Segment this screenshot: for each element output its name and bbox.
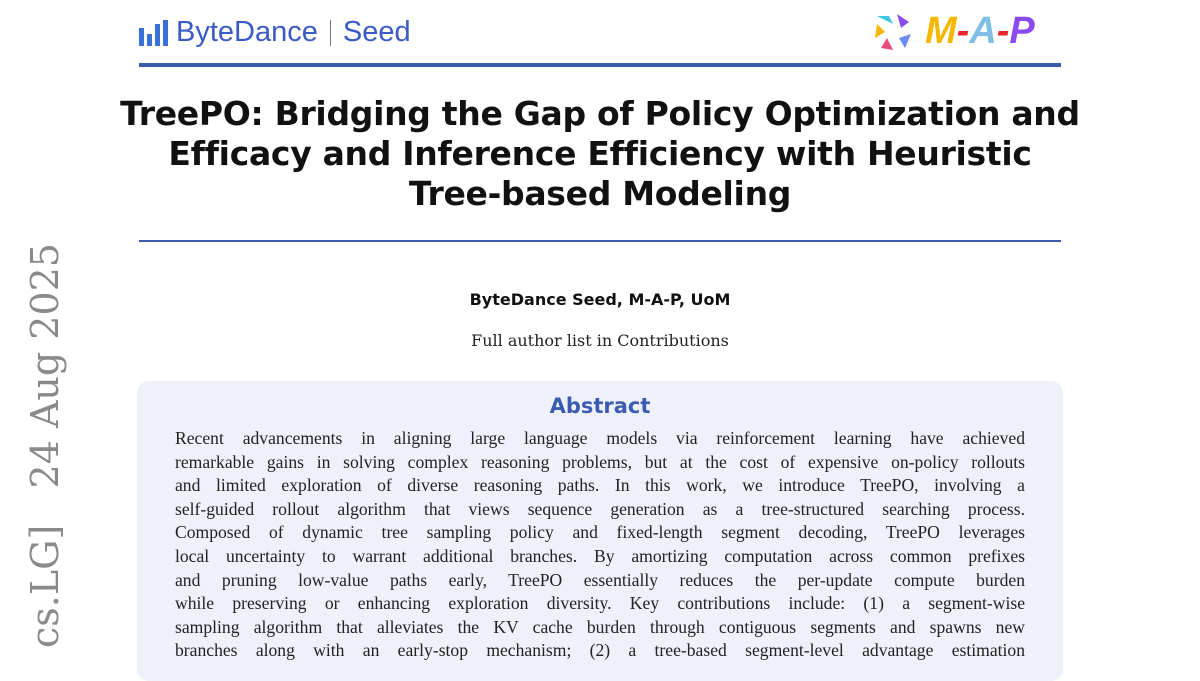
- map-m: M: [925, 10, 957, 52]
- map-a: A: [969, 10, 997, 52]
- abstract-body: [175, 427, 1025, 663]
- abstract-line: and pruning low-value paths early, TreePO essentially reduces the per-update compute burden: [175, 569, 1025, 590]
- contributions-note: Full author list in Contributions: [471, 331, 729, 350]
- abstract-line: and limited exploration of diverse reasoning paths. In this work, we introduce TreePO, involving a: [175, 475, 1025, 496]
- map-star-icon: [873, 12, 913, 52]
- authors: ByteDance Seed, M-A-P, UoM: [469, 290, 731, 309]
- map-logo: [873, 10, 1035, 53]
- bytedance-wordmark: ByteDance: [176, 16, 318, 48]
- abstract-heading: Abstract: [549, 394, 651, 418]
- title-line: Efficacy and Inference Efficiency with Heuristic: [168, 134, 1032, 173]
- abstract-line: self-guided rollout algorithm that views sequence generation as a tree-structured searching process.: [175, 498, 1025, 519]
- abstract-box: [137, 381, 1063, 681]
- paper-title: [100, 94, 1100, 214]
- abstract-line: sampling algorithm that alleviates the KV cache burden through contiguous segments and spawns new: [175, 616, 1025, 637]
- abstract-line: while preserving or enhancing exploration diversity. Key contributions include: (1) a segment-wise: [175, 593, 1025, 614]
- abstract-line: local uncertainty to warrant additional branches. By amortizing computation across common prefixes: [175, 545, 1025, 566]
- abstract-line: branches along with an early-stop mechanism; (2) a tree-based segment-level advantage estimation: [175, 640, 1025, 661]
- logo-divider: [330, 20, 331, 46]
- header-rule: [139, 63, 1061, 67]
- title-line: TreePO: Bridging the Gap of Policy Optimization and: [120, 94, 1080, 133]
- seed-wordmark: Seed: [342, 16, 411, 48]
- map-dash: -: [956, 10, 970, 52]
- bytedance-bars-icon: [139, 20, 168, 46]
- abstract-line: Composed of dynamic tree sampling policy and fixed-length segment decoding, TreePO leverages: [175, 522, 1025, 543]
- abstract-line: Recent advancements in aligning large language models via reinforcement learning have achieved: [175, 428, 1025, 448]
- abstract-line: remarkable gains in solving complex reasoning problems, but at the cost of expensive on-policy rollouts: [175, 451, 1025, 472]
- map-dash: -: [996, 10, 1010, 52]
- title-line: Tree-based Modeling: [408, 174, 792, 213]
- arxiv-stamp: cs.LG] 24 Aug 2025: [23, 243, 67, 648]
- bytedance-seed-logo: [139, 16, 411, 49]
- map-p: P: [1009, 10, 1035, 52]
- title-rule: [139, 240, 1061, 242]
